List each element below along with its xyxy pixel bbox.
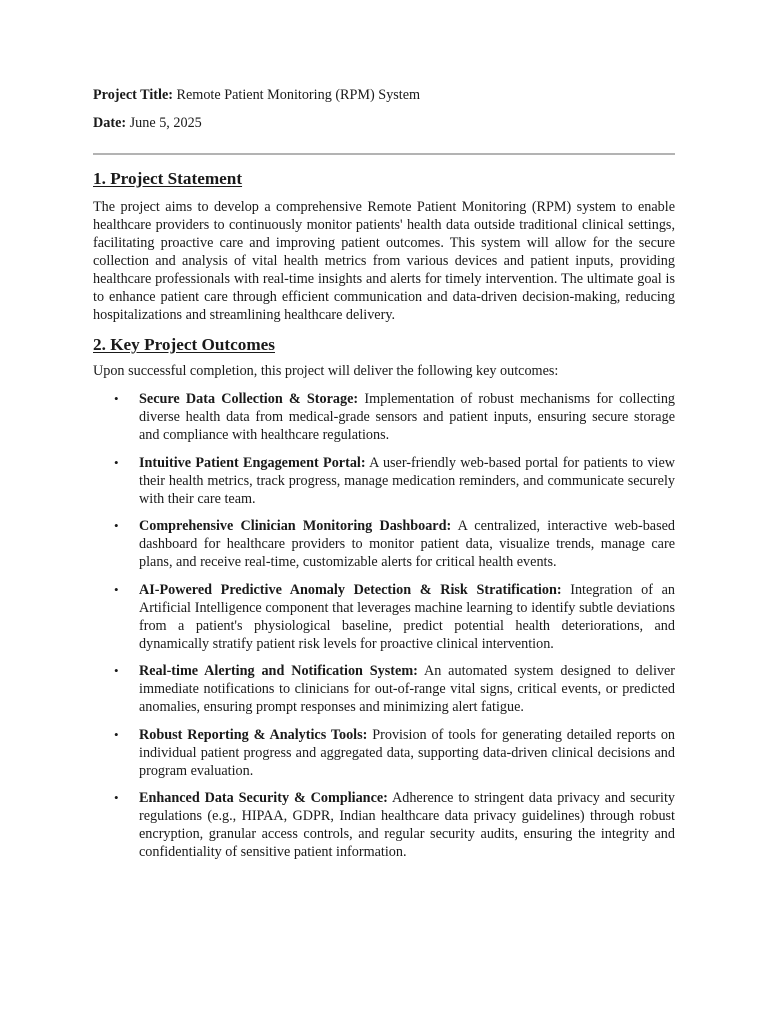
bullet-icon: • bbox=[114, 663, 119, 678]
list-item-text: Adherence to stringent data privacy and security regulations (e.g., HIPAA, GDPR, Indian healthcare data privacy guidelines) through robust encryption, granular access controls, and regular security audits, ensuring the integrity and confidentiality of sensitive patient information. bbox=[139, 790, 675, 860]
section-heading-project-statement: 1. Project Statement bbox=[93, 169, 243, 188]
outcomes-list bbox=[93, 390, 675, 861]
list-item-text: Implementation of robust mechanisms for collecting diverse health data from medical-grade sensors and patient inputs, ensuring secure storage and compliance with healthcare regulations. bbox=[139, 391, 676, 443]
date-line bbox=[93, 114, 675, 132]
list-item-text: A centralized, interactive web-based dashboard for healthcare providers to monitor patient data, visualize trends, manage care plans, and receive real-time, customizable alerts for critical health events. bbox=[139, 518, 676, 570]
bullet-icon: • bbox=[114, 454, 119, 470]
project-title-line bbox=[93, 86, 675, 104]
project-title-value: Remote Patient Monitoring (RPM) System bbox=[176, 87, 421, 103]
list-item bbox=[93, 517, 675, 571]
list-item-title: Real-time Alerting and Notification System: bbox=[139, 663, 418, 679]
bullet-icon: • bbox=[114, 391, 119, 406]
list-item bbox=[93, 726, 675, 780]
list-item-title: Secure Data Collection & Storage: bbox=[139, 391, 359, 407]
bullet-icon: • bbox=[114, 581, 119, 597]
horizontal-divider bbox=[93, 153, 675, 155]
list-item bbox=[93, 662, 675, 716]
list-item bbox=[93, 390, 675, 444]
date-label: Date: bbox=[93, 115, 127, 131]
list-item-title: AI-Powered Predictive Anomaly Detection & Risk Stratification: bbox=[139, 581, 562, 598]
list-item-title: Intuitive Patient Engagement Portal: bbox=[139, 454, 366, 471]
list-item-title: Comprehensive Clinician Monitoring Dashboard: bbox=[139, 518, 452, 534]
list-item-text: An automated system designed to deliver immediate notifications to clinicians for out-of-range vital signs, critical events, or predicted anomalies, ensuring prompt responses and minimizing alert fatigue. bbox=[139, 663, 676, 715]
list-item-title: Enhanced Data Security & Compliance: bbox=[139, 790, 388, 806]
list-item-text: Provision of tools for generating detailed reports on individual patient progress and aggregated data, supporting data-driven clinical decisions and program evaluation. bbox=[139, 726, 676, 779]
list-item bbox=[93, 581, 675, 653]
bullet-icon: • bbox=[114, 790, 119, 805]
bullet-icon: • bbox=[114, 726, 119, 742]
project-statement-paragraph: The project aims to develop a comprehensive Remote Patient Monitoring (RPM) system to enable healthcare providers to continuously monitor patients' health data outside traditional clinical settings, facilitating proactive care and improving patient outcomes. This system will allow for the secure collection and analysis of vital health metrics from various devices and patient inputs, providing healthcare professionals with real-time insights and alerts for timely intervention. The ultimate goal is to enhance patient care through efficient communication and data-driven decision-making, reducing hospitalizations and streamlining healthcare delivery. bbox=[93, 199, 675, 323]
bullet-icon: • bbox=[114, 518, 119, 533]
list-item-title: Robust Reporting & Analytics Tools: bbox=[139, 726, 368, 743]
date-value: June 5, 2025 bbox=[129, 115, 202, 131]
list-item-text: A user-friendly web-based portal for patients to view their health metrics, track progress, manage medication reminders, and communicate securely with their care team. bbox=[139, 454, 675, 507]
list-item-text: Integration of an Artificial Intelligence component that leverages machine learning to identify subtle deviations from a patient's physiological baseline, predict potential health deteriorations, and dynamically stratify patient risk levels for proactive clinical intervention. bbox=[139, 581, 675, 652]
list-item bbox=[93, 789, 675, 861]
project-title-label: Project Title: bbox=[93, 87, 173, 103]
outcomes-intro: Upon successful completion, this project will deliver the following key outcomes: bbox=[93, 363, 559, 379]
section-heading-key-outcomes: 2. Key Project Outcomes bbox=[93, 335, 275, 354]
list-item bbox=[93, 454, 675, 508]
document-page bbox=[93, 86, 675, 871]
